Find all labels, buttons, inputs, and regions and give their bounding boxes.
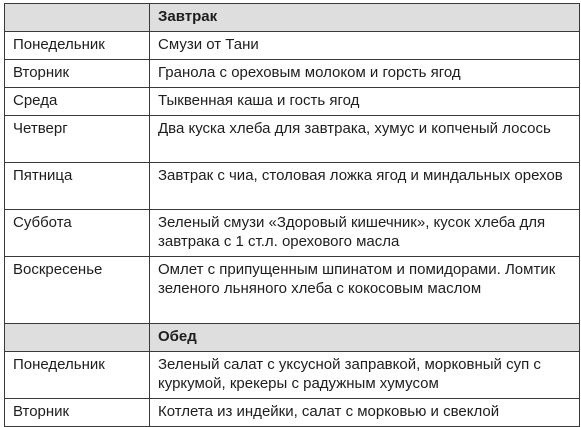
day-cell: Воскресенье xyxy=(5,257,150,324)
table-row xyxy=(5,399,580,427)
table-row xyxy=(5,32,580,60)
meal-cell: Два куска хлеба для завтрака, хумус и копченый лосось xyxy=(150,116,580,163)
day-cell: Вторник xyxy=(5,60,150,88)
section-title: Обед xyxy=(150,324,580,352)
meal-cell: Завтрак с чиа, столовая ложка ягод и миндальных орехов xyxy=(150,163,580,210)
day-cell: Понедельник xyxy=(5,32,150,60)
table-row xyxy=(5,257,580,324)
day-cell: Вторник xyxy=(5,399,150,427)
day-cell: Понедельник xyxy=(5,352,150,399)
section-title: Завтрак xyxy=(150,4,580,32)
section-header-empty-cell xyxy=(5,324,150,352)
day-cell: Четверг xyxy=(5,116,150,163)
section-header-breakfast xyxy=(5,4,580,32)
section-header-lunch xyxy=(5,324,580,352)
meal-cell: Омлет с припущенным шпинатом и помидорами. Ломтик зеленого льняного хлеба с кокосовым маслом xyxy=(150,257,580,324)
day-cell: Пятница xyxy=(5,163,150,210)
table-row xyxy=(5,116,580,163)
meal-cell: Зеленый салат с уксусной заправкой, морковный суп с куркумой, крекеры с радужным хумусом xyxy=(150,352,580,399)
table-row xyxy=(5,163,580,210)
meal-plan-table xyxy=(4,3,580,427)
meal-cell: Гранола с ореховым молоком и горсть ягод xyxy=(150,60,580,88)
table-row xyxy=(5,60,580,88)
day-cell: Среда xyxy=(5,88,150,116)
day-cell: Суббота xyxy=(5,210,150,257)
table-row xyxy=(5,210,580,257)
section-header-empty-cell xyxy=(5,4,150,32)
meal-cell: Котлета из индейки, салат с морковью и свеклой xyxy=(150,399,580,427)
table-row xyxy=(5,88,580,116)
meal-cell: Тыквенная каша и гость ягод xyxy=(150,88,580,116)
table-row xyxy=(5,352,580,399)
meal-cell: Смузи от Тани xyxy=(150,32,580,60)
meal-cell: Зеленый смузи «Здоровый кишечник», кусок хлеба для завтрака с 1 ст.л. орехового масла xyxy=(150,210,580,257)
